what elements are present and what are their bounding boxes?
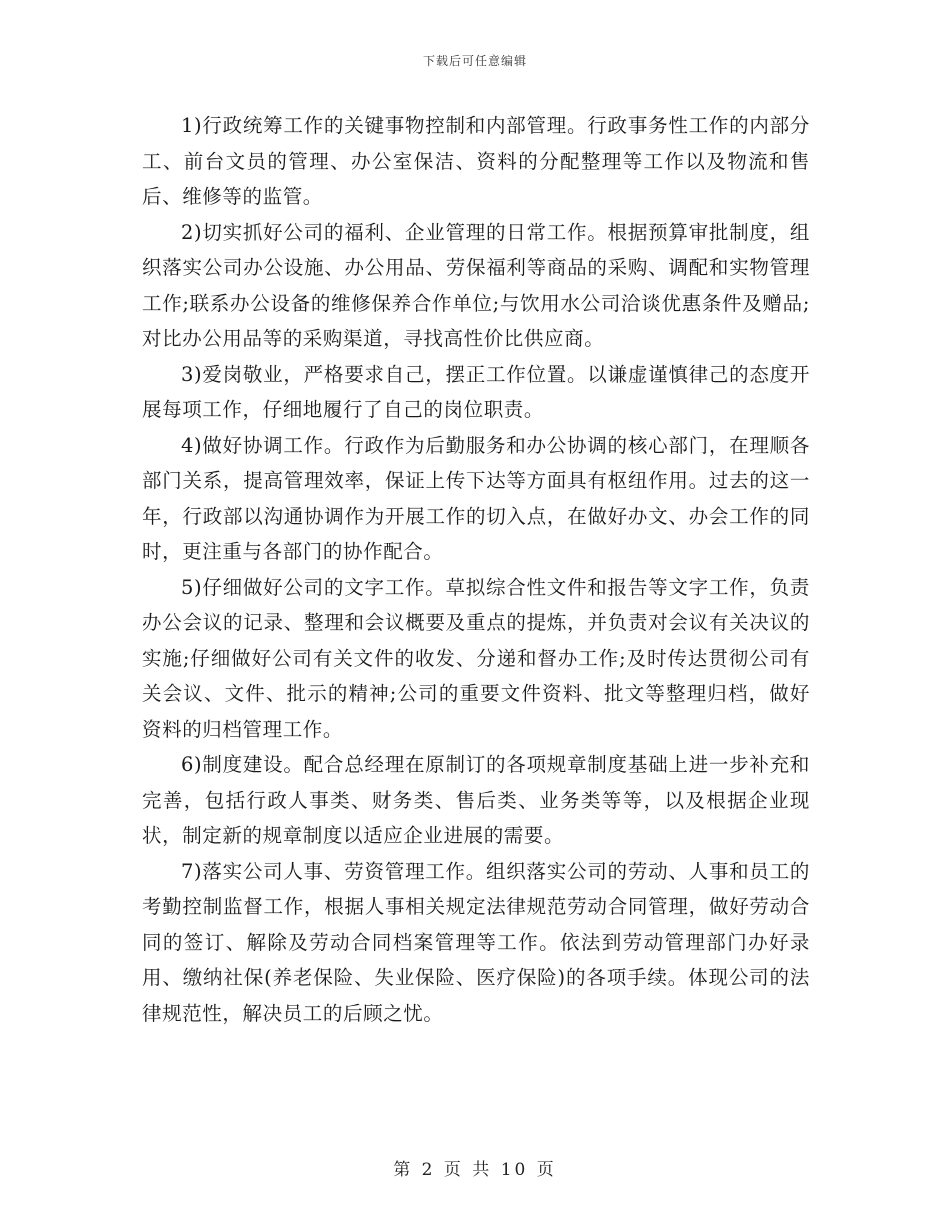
document-body: [142, 108, 810, 1031]
paragraph-1: 1)行政统筹工作的关键事物控制和内部管理。行政事务性工作的内部分工、前台文员的管理、办公室保洁、资料的分配整理等工作以及物流和售后、维修等的监管。: [142, 114, 810, 208]
paragraph-5: 5)仔细做好公司的文字工作。草拟综合性文件和报告等文字工作，负责办公会议的记录、整理和会议概要及重点的提炼，并负责对会议有关决议的实施;仔细做好公司有关文件的收发、分递和督办工作;及时传达贯彻公司有关会议、文件、批示的精神;公司的重要文件资料、批文等整理归档，做好资料的归档管理工作。: [142, 575, 810, 741]
paragraph-7: 7)落实公司人事、劳资管理工作。组织落实公司的劳动、人事和员工的考勤控制监督工作，根据人事相关规定法律规范劳动合同管理，做好劳动合同的签订、解除及劳动合同档案管理等工作。依法到劳动管理部门办好录用、缴纳社保(养老保险、失业保险、医疗保险)的各项手续。体现公司的法律规范性，解决员工的后顾之忧。: [142, 859, 810, 1025]
paragraph-2: 2)切实抓好公司的福利、企业管理的日常工作。根据预算审批制度，组织落实公司办公设施、办公用品、劳保福利等商品的采购、调配和实物管理工作;联系办公设备的维修保养合作单位;与饮用水公司洽谈优惠条件及赠品;对比办公用品等的采购渠道，寻找高性价比供应商。: [142, 220, 810, 350]
page-header: 下载后可任意编辑: [422, 54, 527, 68]
paragraph-3: 3)爱岗敬业，严格要求自己，摆正工作位置。以谦虚谨慎律己的态度开展每项工作，仔细地履行了自己的岗位职责。: [142, 362, 810, 421]
paragraph-6: 6)制度建设。配合总经理在原制订的各项规章制度基础上进一步补充和完善，包括行政人事类、财务类、售后类、业务类等等，以及根据企业现状，制定新的规章制度以适应企业进展的需要。: [142, 753, 810, 847]
paragraph-4: 4)做好协调工作。行政作为后勤服务和办公协调的核心部门，在理顺各部门关系，提高管理效率，保证上传下达等方面具有枢纽作用。过去的这一年，行政部以沟通协调作为开展工作的切入点，在做好办文、办会工作的同时，更注重与各部门的协作配合。: [142, 433, 810, 563]
page-number-footer: 第 2 页 共 10 页: [393, 1160, 557, 1180]
